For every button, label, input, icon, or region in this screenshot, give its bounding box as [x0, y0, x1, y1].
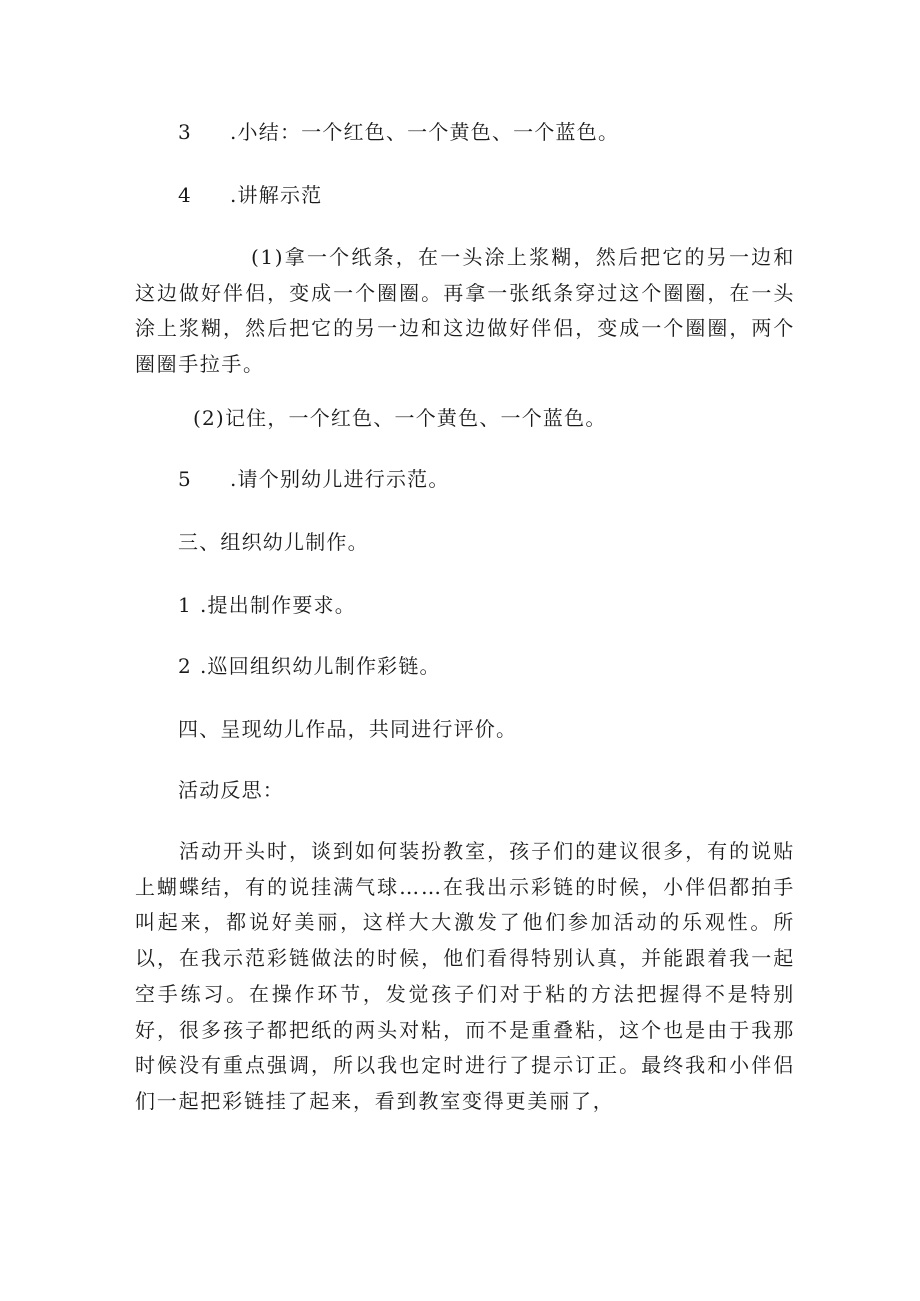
item-number: 4: [178, 183, 192, 207]
item-text: .讲解示范: [230, 183, 323, 207]
item-text: 三、组织幼儿制作。: [178, 530, 369, 554]
list-item-5: [178, 465, 450, 493]
item-number: 1: [178, 593, 192, 617]
reflection-heading: [178, 776, 284, 804]
item-text: .巡回组织幼儿制作彩链。: [200, 654, 441, 678]
section-heading-4: [178, 715, 517, 743]
item-text: .提出制作要求。: [200, 593, 356, 617]
item-text: 拿一个纸条，在一头涂上浆糊，然后把它的另一边和这边做好伴侣，变成一个圈圈。再拿一张纸条穿过这个圈圈，在一头涂上浆糊，然后把它的另一边和这边做好伴侣，变成一个圈圈，两个圈圈手拉手。: [135, 245, 795, 377]
item-text: .请个别幼儿进行示范。: [230, 467, 450, 491]
item-text: .小结：一个红色、一个黄色、一个蓝色。: [230, 120, 620, 144]
item-number: 2: [178, 654, 192, 678]
list-item-4: [178, 181, 322, 209]
item-number: 5: [178, 467, 192, 491]
section-heading-3: [178, 528, 369, 556]
item-text: 活动反思：: [178, 778, 284, 802]
list-item-1: [178, 591, 356, 619]
item-number: 3: [178, 120, 192, 144]
item-text: 活动开头时，谈到如何装扮教室，孩子们的建议很多，有的说贴上蝴蝶结，有的说挂满气球……在我出示彩链的时候，小伴侣都拍手叫起来，都说好美丽，这样大大激发了他们参加活动的乐观性。所以，在我示范彩链做法的时候，他们看得特别认真，并能跟着我一起空手练习。在操作环节，发觉孩子们对于粘的方法把握得不是特别好，很多孩子都把纸的两头对粘，而不是重叠粘，这个也是由于我那时候没有重点强调，所以我也定时进行了提示订正。最终我和小伴侣们一起把彩链挂了起来，看到教室变得更美丽了，: [135, 839, 795, 1113]
item-text: 四、呈现幼儿作品，共同进行评价。: [178, 717, 518, 741]
item-number: (1): [251, 245, 285, 269]
item-text: 记住，一个红色、一个黄色、一个蓝色。: [224, 406, 607, 430]
reflection-paragraph: [135, 834, 795, 1120]
sub-item-1-paragraph: [135, 240, 795, 383]
sub-item-2: [193, 404, 607, 432]
list-item-2: [178, 652, 441, 680]
item-number: (2): [193, 406, 225, 430]
list-item-3: [178, 118, 619, 146]
